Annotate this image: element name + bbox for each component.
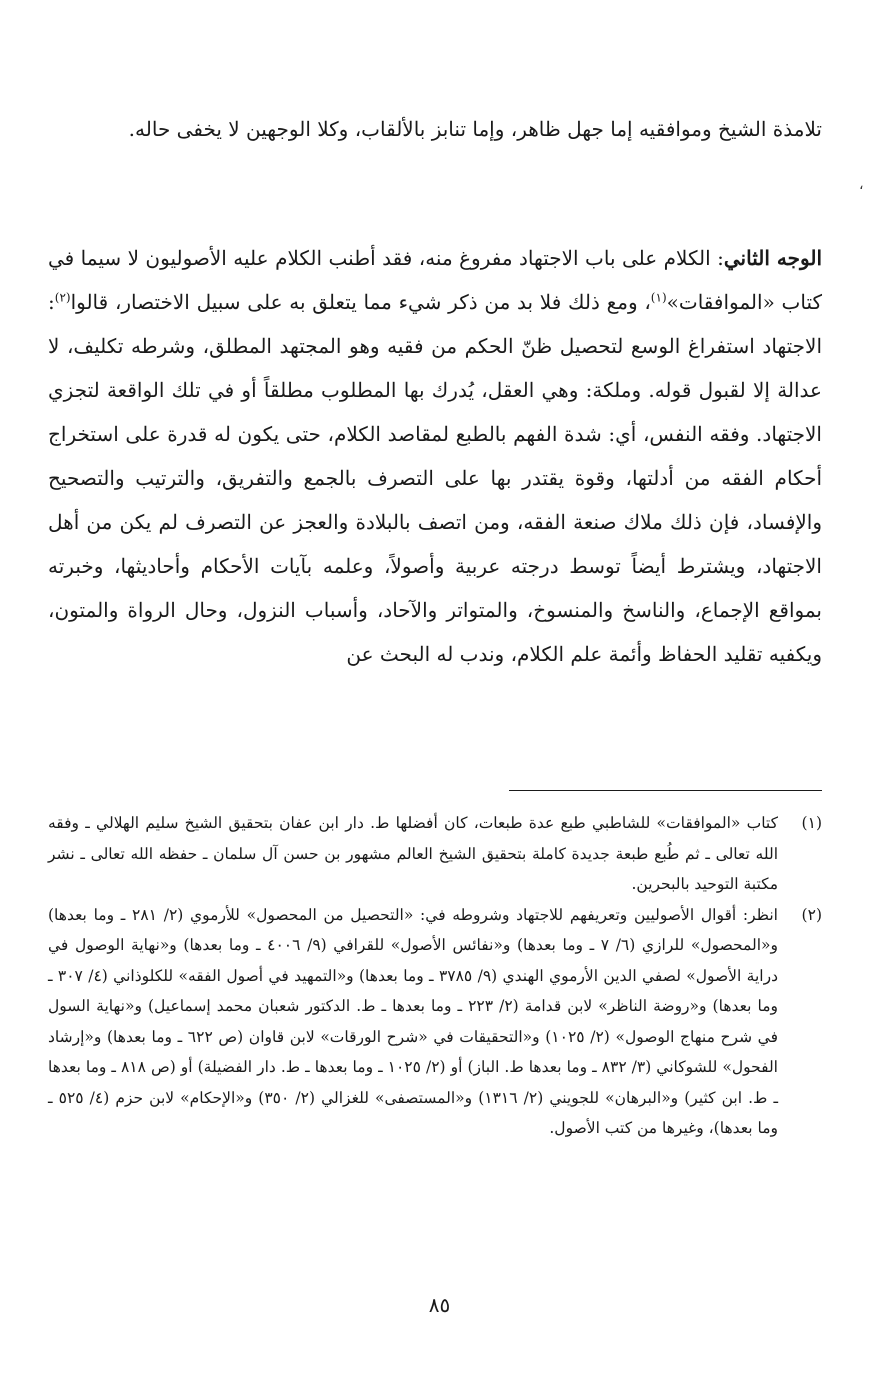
section-paragraph [48, 236, 822, 676]
section-text-part-3: : الاجتهاد استفراغ الوسع لتحصيل ظنّ الحكم من فقيه وهو المجتهد المطلق، وشرطه تكليف، لا عدالة إلا لقبول قوله. وملكة: وهي العقل، يُدرك بها المطلوب مطلقاً أو في تلك الواقعة لتجزي الاجتهاد. وفقه النفس، أي: شدة الفهم بالطبع لمقاصد الكلام، حتى يكون له قدرة على استخراج أحكام الفقه من أدلتها، وقوة يقتدر بها على التصرف بالجمع والتفريق، والترتيب والتصحيح والإفساد، فإن ذلك ملاك صنعة الفقه، ومن اتصف بالبلادة والعجز عن التصرف لم يكن من أهل الاجتهاد، ويشترط أيضاً توسط درجته عربية وأصولاً، وعلمه بآيات الأحكام وأحاديثها، وخبرته بمواقع الإجماع، والناسخ والمنسوخ، والمتواتر والآحاد، وأسباب النزول، وحال الرواة والمتون، ويكفيه تقليد الحفاظ وأئمة علم الكلام، وندب له البحث عن [48, 290, 822, 666]
continuation-paragraph [48, 106, 822, 153]
section-text-part-1: : الكلام على باب الاجتهاد مفروغ منه، فقد أطنب الكلام عليه الأصوليون لا سيما في كتاب «الموافقات» [48, 246, 823, 314]
section-heading: الوجه الثاني [723, 246, 822, 270]
footnote-number: (١) [801, 814, 822, 832]
footnote-text: انظر: أقوال الأصوليين وتعريفهم للاجتهاد وشروطه في: «التحصيل من المحصول» للأرموي (٢/ ٢٨١ ـ وما بعدها) و«المحصول» للرازي (٦/ ٧ ـ وما بعدها) و«نفائس الأصول» للقرافي (٩/ ٤٠٠٦ ـ وما بعدها) و«نهاية الوصول في دراية الأصول» لصفي الدين الأرموي الهندي (٩/ ٣٧٨٥ ـ وما بعدها) و«التمهيد في أصول الفقه» للكلوذاني (٤/ ٣٠٧ ـ وما بعدها) و«روضة الناظر» لابن قدامة (٢/ ٢٢٣ ـ وما بعدها ـ ط. الدكتور شعبان محمد إسماعيل) و«نهاية السول في شرح منهاج الوصول» (٢/ ١٠٢٥) و«التحقيقات في «شرح الورقات» لابن قاوان (ص ٦٢٢ ـ وما بعدها) و«إرشاد الفحول» للشوكاني (٣/ ٨٣٢ ـ وما بعدها ط. الباز) أو (٢/ ١٠٢٥ ـ وما بعدها ـ ط. دار الفضيلة) أو (ص ٨١٨ ـ وما بعدها ـ ط. ابن كثير) و«البرهان» للجويني (٢/ ١٣١٦) و«المستصفى» للغزالي (٢/ ٣٥٠) و«الإحكام» لابن حزم (٤/ ٥٢٥ ـ وما بعدها)، وغيرها من كتب الأصول. [48, 905, 779, 1137]
footnotes [48, 808, 822, 1144]
stray-mark: ، [859, 177, 864, 193]
footnote-text: كتاب «الموافقات» للشاطبي طبع عدة طبعات، كان أفضلها ط. دار ابن عفان بتحقيق الشيخ سليم الهلالي ـ وفقه الله تعالى ـ ثم طُبع طبعة جديدة كاملة بتحقيق الشيخ العالم مشهور بن حسن آل سلمان ـ حفظه الله تعالى ـ نشر مكتبة التوحيد بالبحرين. [48, 814, 778, 893]
footnote-ref-1[interactable]: (١) [650, 290, 667, 305]
footnote-2 [48, 900, 822, 1144]
page-number: ٨٥ [428, 1293, 451, 1317]
continuation-text: تلامذة الشيخ وموافقيه إما جهل ظاهر، وإما تنابز بالألقاب، وكلا الوجهين لا يخفى حاله. [128, 117, 822, 141]
footnote-ref-2[interactable]: (٢) [54, 290, 71, 305]
section-text-part-2: ، ومع ذلك فلا بد من ذكر شيء مما يتعلق به على سبيل الاختصار، قالوا [70, 290, 651, 314]
footnote-number: (٢) [801, 905, 822, 924]
footnote-separator [509, 790, 822, 791]
footnote-1 [48, 808, 822, 900]
